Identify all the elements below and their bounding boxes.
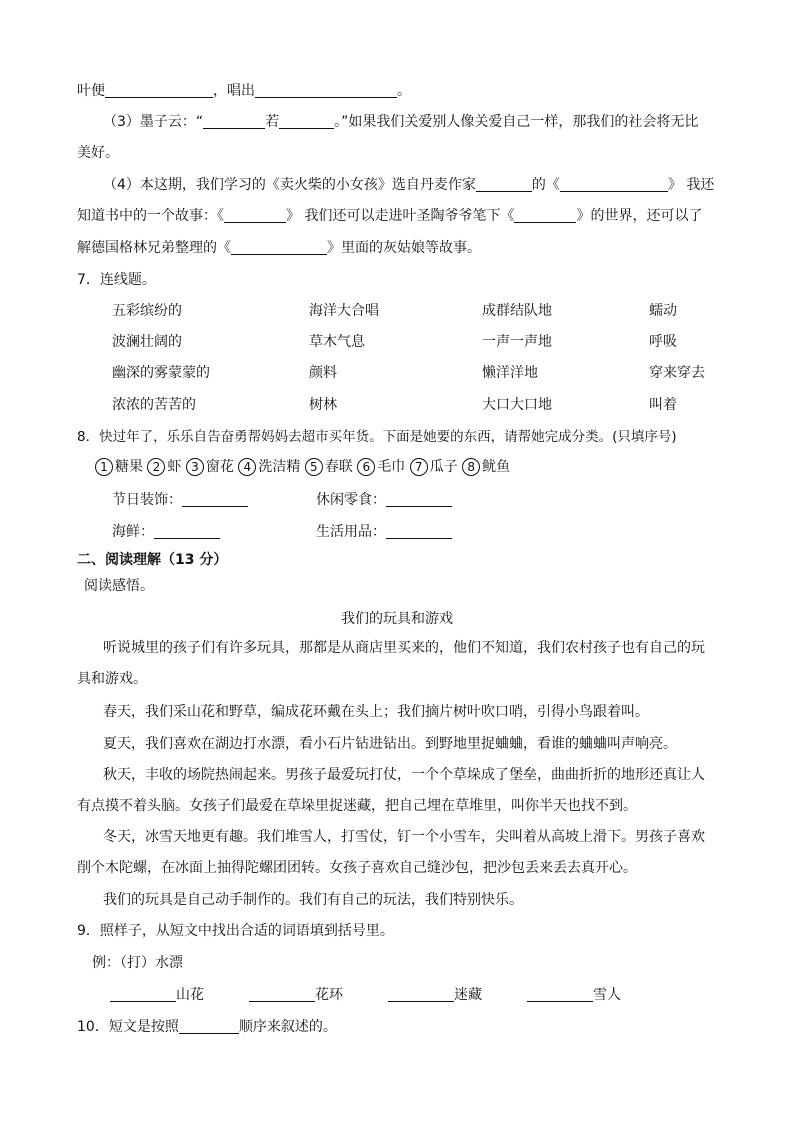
section-heading: 二、阅读理解（13 分） [77, 552, 228, 568]
q6-text: （3）墨子云：“ [103, 114, 204, 130]
q6-text: 》 我还 [667, 177, 715, 193]
word-label: 花环 [315, 987, 343, 1003]
q6-sub3-line1 [103, 114, 698, 131]
q6-sub4-line2 [77, 208, 702, 225]
answer-blank[interactable] [279, 114, 334, 129]
q9-title: 9．照样子，从短文中找出合适的词语填到括号里。 [77, 923, 394, 939]
matching-item[interactable]: 呼吸 [649, 334, 677, 350]
item-label: 鱿鱼 [482, 459, 511, 475]
matching-item[interactable]: 海洋大合唱 [309, 303, 379, 319]
matching-item[interactable]: 穿来穿去 [649, 365, 705, 381]
item-label: 糖果 [115, 459, 143, 475]
number-badge: 5 [305, 458, 323, 476]
answer-blank[interactable] [386, 492, 452, 507]
answer-blank[interactable] [560, 177, 668, 192]
q6-text: 美好。 [77, 145, 119, 161]
item-label: 虾 [167, 459, 182, 475]
matching-item[interactable]: 蠕动 [649, 303, 677, 319]
passage-line: 削个木陀螺，在冰面上抽得陀螺团团转。女孩子喜欢自己缝沙包，把沙包丢来丢去真开心。 [77, 860, 637, 876]
passage-line: 秋天，丰收的场院热闹起来。男孩子最爱玩打仗，一个个草垛成了堡垒，曲曲折折的地形还真让人 [103, 767, 705, 783]
matching-item[interactable]: 树林 [309, 397, 337, 413]
item-label: 春联 [324, 459, 353, 475]
passage-line: 有点摸不着头脑。女孩子们最爱在草垛里捉迷藏，把自己埋在草堆里，叫你半天也找不到。 [77, 798, 637, 814]
item-label: 毛巾 [377, 459, 406, 475]
category-label: 生活用品： [316, 524, 386, 540]
answer-blank[interactable] [527, 987, 593, 1002]
matching-item[interactable]: 颜料 [309, 365, 337, 381]
q10-text: 顺序来叙述的。 [238, 1019, 337, 1035]
q9-item [527, 987, 621, 1004]
q6-text: 。 [397, 83, 411, 99]
passage-line: 冬天，冰雪天地更有趣。我们堆雪人，打雪仗，钉一个小雪车，尖叫着从高坡上滑下。男孩子喜欢 [103, 829, 705, 845]
answer-blank[interactable] [203, 114, 265, 129]
number-badge: 6 [357, 458, 375, 476]
q6-text: 解德国格林兄弟整理的《 [77, 240, 231, 256]
category-label: 节日装饰： [112, 492, 182, 508]
q6-text: 》里面的灰姑娘等故事。 [327, 240, 481, 256]
answer-blank[interactable] [105, 83, 213, 98]
passage-line: 我们的玩具是自己动手制作的。我们有自己的玩法，我们特别快乐。 [103, 892, 523, 908]
number-badge: 2 [147, 458, 165, 476]
number-badge: 3 [186, 458, 204, 476]
q9-item [388, 987, 482, 1004]
answer-blank[interactable] [476, 177, 532, 192]
matching-item[interactable]: 波澜壮阔的 [112, 334, 182, 350]
q10-line [77, 1019, 337, 1036]
matching-item[interactable]: 大口大口地 [482, 397, 552, 413]
passage-line: 夏天，我们喜欢在湖边打水漂，看小石片钻进钻出。到野地里捉蛐蛐，看谁的蛐蛐叫声响亮。 [103, 736, 677, 752]
number-badge: 7 [410, 458, 428, 476]
q8-category-festival [112, 492, 248, 509]
q6-text: 若 [265, 114, 280, 130]
matching-item[interactable]: 叫着 [649, 397, 677, 413]
q6-text: （4）本这期，我们学习的《卖火柴的小女孩》选自丹麦作家 [103, 177, 476, 193]
category-label: 海鲜： [112, 524, 154, 540]
q6-sub4-line1 [103, 177, 714, 194]
word-label: 雪人 [593, 987, 621, 1003]
q9-example: 例：（打）水漂 [92, 955, 183, 971]
answer-blank[interactable] [514, 208, 576, 223]
section-subtitle: 阅读感悟。 [84, 578, 154, 594]
matching-item[interactable]: 幽深的雾蒙蒙的 [112, 365, 210, 381]
matching-item[interactable]: 成群结队地 [482, 303, 552, 319]
q6-sub3-line2 [77, 145, 119, 162]
number-badge: 8 [462, 458, 480, 476]
passage-line: 春天，我们采山花和野草，编成花环戴在头上；我们摘片树叶吹口哨，引得小鸟跟着叫。 [103, 704, 649, 720]
word-label: 山花 [176, 987, 204, 1003]
q8-category-seafood [112, 524, 220, 541]
passage-title: 我们的玩具和游戏 [341, 611, 453, 627]
answer-blank[interactable] [255, 83, 397, 98]
answer-blank[interactable] [110, 987, 176, 1002]
category-label: 休闲零食： [316, 492, 386, 508]
passage-line: 听说城里的孩子们有许多玩具，那都是从商店里买来的，他们不知道，我们农村孩子也有自己的玩 [103, 640, 705, 656]
answer-blank[interactable] [154, 524, 220, 539]
answer-blank[interactable] [249, 987, 315, 1002]
q9-item [249, 987, 343, 1004]
q6-sub4-line3 [77, 240, 481, 257]
q6-text: 知道书中的一个故事：《 [77, 208, 224, 224]
answer-blank[interactable] [231, 240, 327, 255]
number-badge: 4 [238, 458, 256, 476]
answer-blank[interactable] [224, 208, 286, 223]
answer-blank[interactable] [182, 492, 248, 507]
answer-blank[interactable] [388, 987, 454, 1002]
q6-text: 叶便 [77, 83, 105, 99]
matching-item[interactable]: 一声一声地 [482, 334, 552, 350]
q8-category-household [316, 524, 452, 541]
q8-category-snacks [316, 492, 452, 509]
word-label: 迷藏 [454, 987, 482, 1003]
item-label: 窗花 [205, 459, 234, 475]
q6-text: ，唱出 [213, 83, 255, 99]
matching-item[interactable]: 浓浓的苦苦的 [112, 397, 196, 413]
answer-blank[interactable] [386, 524, 452, 539]
q8-title: 8．快过年了，乐乐自告奋勇帮妈妈去超市买年货。下面是她要的东西，请帮她完成分类。(只填序号) [77, 429, 677, 445]
q6-text: 》 我们还可以走进叶圣陶爷爷笔下《 [286, 208, 515, 224]
q9-item [110, 987, 204, 1004]
item-label: 洗洁精 [258, 459, 301, 475]
q8-items [95, 458, 510, 476]
matching-item[interactable]: 草木气息 [309, 334, 365, 350]
answer-blank[interactable] [179, 1019, 239, 1034]
q6-line1 [77, 83, 411, 100]
passage-line: 具和游戏。 [77, 671, 147, 687]
q7-title: 7．连线题。 [77, 272, 156, 288]
q10-text: 10．短文是按照 [77, 1019, 179, 1035]
matching-item[interactable]: 懒洋洋地 [482, 365, 538, 381]
item-label: 瓜子 [429, 459, 458, 475]
q6-text: 》的世界，还可以了 [576, 208, 703, 224]
q6-text: 的《 [531, 177, 560, 193]
q6-text: 。”如果我们关爱别人像关爱自己一样，那我们的社会将无比 [334, 114, 699, 130]
matching-item[interactable]: 五彩缤纷的 [112, 303, 182, 319]
number-badge: 1 [95, 458, 113, 476]
